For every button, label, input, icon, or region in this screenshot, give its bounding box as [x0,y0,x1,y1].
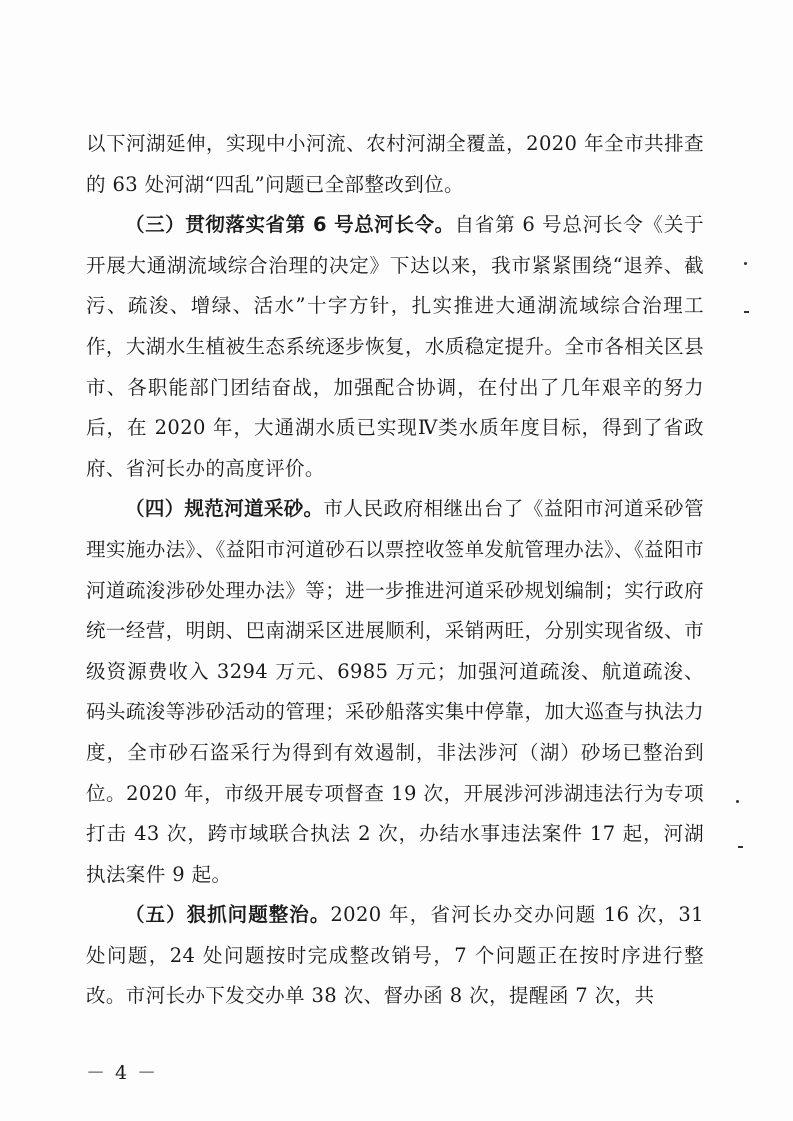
paragraph-3 [86,489,704,895]
scan-mark-dash [744,311,749,313]
paragraph-4-text: 2020 年，省河长办交办问题 16 次，31 处问题，24 处问题按时完成整改销号，7 个问题正在按时序进行整改。市河长办下发交办单 38 次、督办函 8 次，提醒函 7 次，共 [86,903,704,1008]
page-number: － 4 － [86,1062,159,1084]
paragraph-3-heading: （四）规范河道采砂。 [125,497,324,521]
paragraph-2 [86,205,704,489]
paragraph-4 [86,895,704,1017]
scan-mark-dot [744,262,747,265]
paragraph-2-heading: （三）贯彻落实省第 6 号总河长令。 [125,213,455,237]
paragraph-2-text: 自省第 6 号总河长令《关于开展大通湖流域综合治理的决定》下达以来，我市紧紧围绕“退养、截污、疏浚、增绿、活水”十字方针，扎实推进大通湖流域综合治理工作，大湖水生植被生态系统逐步恢复，水质稳定提升。全市各相关区县市、各职能部门团结奋战，加强配合协调，在付出了几年艰辛的努力后，在 2020 年，大通湖水质已实现Ⅳ类水质年度目标，得到了省政府、省河长办的高度评价。 [86,213,705,480]
document-body [86,124,704,1017]
scan-mark-dot [736,800,739,803]
paragraph-1 [86,124,704,205]
paragraph-1-text: 以下河湖延伸，实现中小河流、农村河湖全覆盖，2020 年全市共排查的 63 处河湖“四乱”问题已全部整改到位。 [86,132,704,196]
paragraph-4-heading: （五）狠抓问题整治。 [125,903,331,927]
paragraph-3-text: 市人民政府相继出台了《益阳市河道采砂管理实施办法》、《益阳市河道砂石以票控收签单发航管理办法》、《益阳市河道疏浚涉砂处理办法》等；进一步推进河道采砂规划编制；实行政府统一经营，明朗、巴南湖采区进展顺利，采销两旺，分别实现省级、市级资源费收入 3294 万元、6985 万元；加强河道疏浚、航道疏浚、码头疏浚等涉砂活动的管理；采砂船落实集中停靠，加大巡查与执法力度，全市砂石盗采行为得到有效遏制，非法涉河（湖）砂场已整治到位。2020 年，市级开展专项督查 19 次，开展涉河涉湖违法行为专项打击 43 次，跨市域联合执法 2 次，办结水事违法案件 17 起，河湖执法案件 9 起。 [86,497,704,886]
scan-mark-dash [738,846,743,848]
